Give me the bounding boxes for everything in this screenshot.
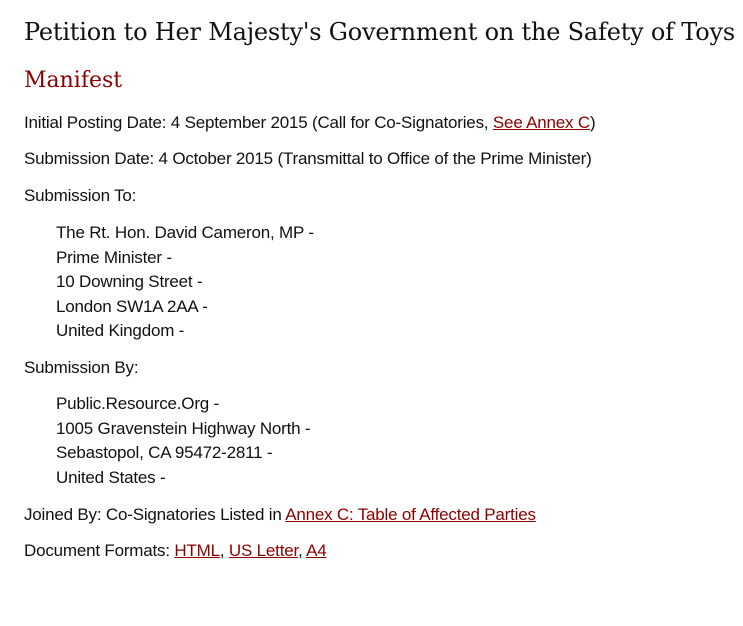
joined-by <box>24 503 536 527</box>
a4-format-link[interactable]: A4 <box>306 541 327 560</box>
address-line: The Rt. Hon. David Cameron, MP - <box>56 223 314 242</box>
html-format-link[interactable]: HTML <box>174 541 220 560</box>
initial-posting-suffix: ) <box>589 113 596 132</box>
address-line: Prime Minister - <box>56 247 172 267</box>
submission-by-address <box>56 392 310 490</box>
address-line: United States - <box>56 467 166 487</box>
annex-c-table-link[interactable]: Annex C: Table of Affected Parties <box>285 505 536 524</box>
address-line: Sebastopol, CA 95472-2811 - <box>56 443 273 462</box>
document-formats <box>24 539 327 563</box>
see-annex-c-link[interactable]: See Annex C <box>492 113 590 132</box>
address-line: United Kingdom - <box>56 321 185 340</box>
document-formats-label: Document Formats: <box>24 541 175 560</box>
submission-to-label: Submission To: <box>24 186 137 205</box>
manifest-heading: Manifest <box>24 68 123 93</box>
submission-by-label: Submission By: <box>24 358 139 377</box>
address-line: London SW1A 2AA - <box>56 296 208 316</box>
us-letter-format-link[interactable]: US Letter <box>228 541 298 560</box>
address-line: Public.Resource.Org - <box>56 394 220 413</box>
joined-by-text: Joined By: Co-Signatories Listed in <box>24 505 286 524</box>
format-separator: , <box>298 541 307 560</box>
initial-posting-date <box>24 111 595 135</box>
initial-posting-text: Initial Posting Date: 4 September 2015 (Call for Co-Signatories, <box>24 113 493 132</box>
format-separator: , <box>219 541 229 560</box>
address-line: 1005 Gravenstein Highway North - <box>56 418 311 438</box>
submission-to-address <box>56 221 314 344</box>
address-line: 10 Downing Street - <box>56 272 203 291</box>
page-title: Petition to Her Majesty's Government on the Safety of Toys <box>24 18 735 46</box>
submission-date: Submission Date: 4 October 2015 (Transmittal to Office of the Prime Minister) <box>24 149 592 168</box>
